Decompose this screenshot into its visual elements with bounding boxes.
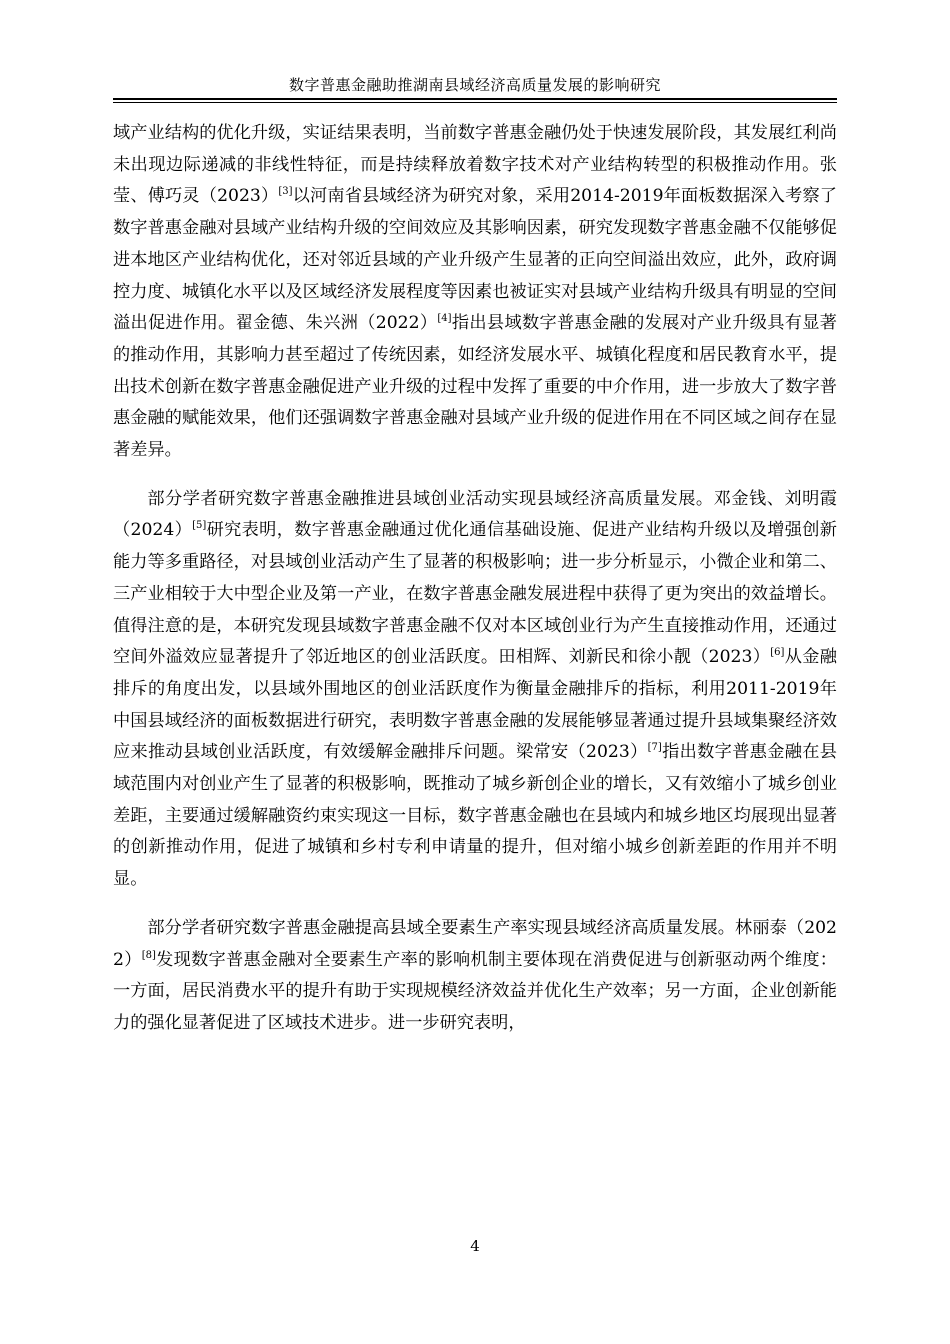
paragraph xyxy=(113,118,837,467)
citation-marker: [8] xyxy=(141,949,156,961)
text-run: 研究表明，数字普惠金融通过优化通信基础设施、促进产业结构升级以及增强创新能力等多重路径，对县域创业活动产生了显著的积极影响；进一步分析显示，小微企业和第二、三产业相较于大中型企业及第一产业，在数字普惠金融发展进程中获得了更为突出的效益增长。值得注意的是，本研究发现县域数字普惠金融不仅对本区域创业行为产生直接推动作用，还通过空间外溢效应显著提升了邻近地区的创业活跃度。田相辉、刘新民和徐小靓（2023） xyxy=(113,520,837,668)
page-number: 4 xyxy=(470,1237,480,1255)
text-run: 发现数字普惠金融对全要素生产率的影响机制主要体现在消费促进与创新驱动两个维度：一方面，居民消费水平的提升有助于实现规模经济效益并优化生产效率；另一方面，企业创新能力的强化显著促进了区域技术进步。进一步研究表明， xyxy=(113,949,837,1033)
paragraph xyxy=(113,913,837,1040)
text-run: 指出数字普惠金融在县域范围内对创业产生了显著的积极影响，既推动了城乡新创企业的增长，又有效缩小了城乡创业差距，主要通过缓解融资约束实现这一目标，数字普惠金融也在县域内和城乡地区均展现出显著的创新推动作用，促进了城镇和乡村专利申请量的提升，但对缩小城乡创新差距的作用并不明显。 xyxy=(113,742,837,890)
citation-marker: [4] xyxy=(437,313,452,325)
text-run: 部分学者研究数字普惠金融提高县域全要素生产率实现县域经济高质量发展。林丽泰（2022） xyxy=(113,917,837,970)
text-run: 以河南省县域经济为研究对象，采用2014-2019年面板数据深入考察了数字普惠金融对县域产业结构升级的空间效应及其影响因素，研究发现数字普惠金融不仅能够促进本地区产业结构优化，还对邻近县域的产业升级产生显著的正向空间溢出效应，此外，政府调控力度、城镇化水平以及区域经济发展程度等因素也被证实对县域产业结构升级具有明显的空间溢出促进作用。翟金德、朱兴洲（2022） xyxy=(113,186,837,334)
citation-marker: [3] xyxy=(278,186,293,198)
citation-marker: [5] xyxy=(192,520,207,532)
citation-marker: [7] xyxy=(647,742,662,754)
text-run: 从金融排斥的角度出发，以县域外围地区的创业活跃度作为衡量金融排斥的指标，利用2011-2019年中国县域经济的面板数据进行研究，表明数字普惠金融的发展能够显著通过提升县域集聚经济效应来推动县域创业活跃度，有效缓解金融排斥问题。梁常安（2023） xyxy=(113,647,837,763)
text-run: 部分学者研究数字普惠金融推进县域创业活动实现县域经济高质量发展。邓金钱、刘明霞（2024） xyxy=(113,488,837,541)
body-text xyxy=(113,118,837,1040)
running-header: 数字普惠金融助推湖南县域经济高质量发展的影响研究 xyxy=(288,76,661,94)
paragraph xyxy=(113,484,837,896)
header-rule-thin xyxy=(113,102,837,103)
text-run: 指出县域数字普惠金融的发展对产业升级具有显著的推动作用，其影响力甚至超过了传统因素，如经济发展水平、城镇化程度和居民教育水平，提出技术创新在数字普惠金融促进产业升级的过程中发挥了重要的中介作用，进一步放大了数字普惠金融的赋能效果，他们还强调数字普惠金融对县域产业升级的促进作用在不同区域之间存在显著差异。 xyxy=(113,313,837,461)
header-rule-thick xyxy=(113,98,837,100)
citation-marker: [6] xyxy=(770,647,785,659)
text-run: 域产业结构的优化升级，实证结果表明，当前数字普惠金融仍处于快速发展阶段，其发展红利尚未出现边际递减的非线性特征，而是持续释放着数字技术对产业结构转型的积极推动作用。张莹、傅巧灵（2023） xyxy=(113,123,837,207)
